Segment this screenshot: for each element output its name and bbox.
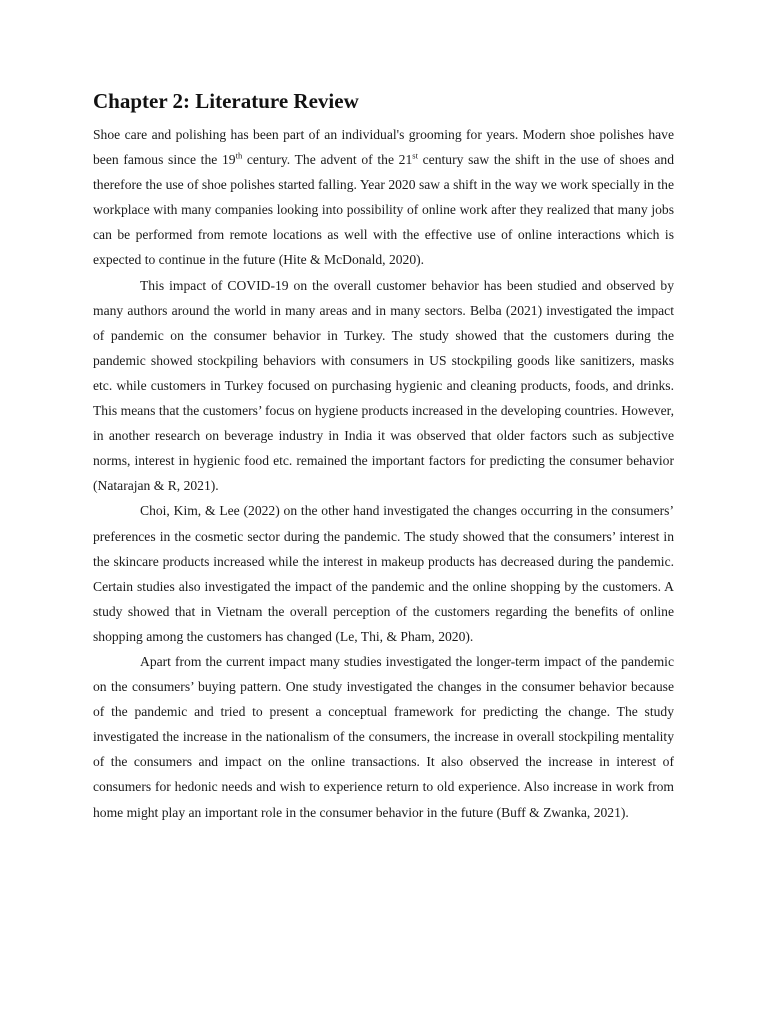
paragraph-4 <box>93 649 674 825</box>
chapter-title: Chapter 2: Literature Review <box>93 89 359 113</box>
paragraph-text: Shoe care and polishing has been part of an individual's grooming for years. Modern shoe polishes have been famous since the 19 <box>93 127 674 168</box>
paragraph-text: Apart from the current impact many studies investigated the longer-term impact of the pandemic on the consumers’ buying pattern. One study investigated the changes in the consumer behavior because of the pandemic and tried to present a conceptual framework for predicting the change. The study investigated the increase in the nationalism of the consumers, the increase in overall stockpiling mentality of the consumers and impact on the online transactions. It also observed the increase in interest of consumers for hedonic needs and wish to experience return to old experience. Also increase in work from home might play an important role in the consumer behavior in the future (Buff & Zwanka, 2021). <box>93 653 674 820</box>
superscript: st <box>412 150 418 161</box>
paragraph-text: century saw the shift in the use of shoes and therefore the use of shoe polishes started falling. Year 2020 saw a shift in the way we work specially in the workplace with many companies looking into possibility of online work after they realized that many jobs can be performed from remote locations as well with the effective use of online interactions which is expected to continue in the future (Hite & McDonald, 2020). <box>93 152 674 268</box>
paragraph-2 <box>93 273 674 499</box>
superscript: th <box>235 150 243 161</box>
paragraph-text: Choi, Kim, & Lee (2022) on the other hand investigated the changes occurring in the consumers’ preferences in the cosmetic sector during the pandemic. The study showed that the consumers’ interest in the skincare products increased while the interest in makeup products has decreased during the pandemic. Certain studies also investigated the impact of the pandemic and the online shopping by the customers. A study showed that in Vietnam the overall perception of the customers regarding the benefits of online shopping among the customers has changed (Le, Thi, & Pham, 2020). <box>93 503 674 644</box>
document-page <box>93 86 674 825</box>
paragraph-3 <box>93 498 674 649</box>
paragraph-text: century. The advent of the 21 <box>242 152 413 168</box>
paragraph-1 <box>93 122 674 273</box>
paragraph-text: This impact of COVID-19 on the overall customer behavior has been studied and observed by many authors around the world in many areas and in many sectors. Belba (2021) investigated the impact of pandemic on the consumer behavior in Turkey. The study showed that the customers during the pandemic showed stockpiling behaviors with consumers in US stockpiling goods like sanitizers, masks etc. while customers in Turkey focused on purchasing hygienic and cleaning products, foods, and drinks. This means that the customers’ focus on hygiene products increased in the developing countries. However, in another research on beverage industry in India it was observed that older factors such as subjective norms, interest in hygienic food etc. remained the important factors for predicting the consumer behavior (Natarajan & R, 2021). <box>93 277 674 494</box>
